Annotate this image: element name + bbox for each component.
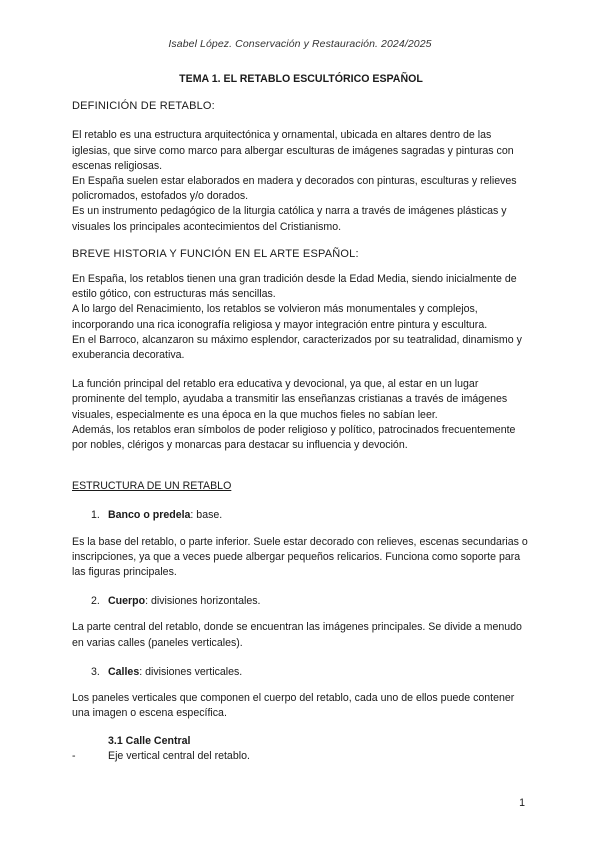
item-number: 1. (91, 509, 100, 522)
numbered-item (72, 665, 530, 680)
dash-item-text: Eje vertical central del retablo. (108, 749, 250, 762)
item-number: 3. (91, 665, 100, 678)
paragraph: Los paneles verticales que componen el cuerpo del retablo, cada uno de ellos puede contener una imagen o escena específica. (72, 692, 515, 720)
item-term: Cuerpo (108, 595, 146, 608)
paragraph: Además, los retablos eran símbolos de poder religioso y político, patrocinados frecuentemente por nobles, clérigos y monarcas para destacar su influencia y devoción. (72, 423, 516, 452)
item-rest: : divisiones verticales. (139, 665, 243, 678)
paragraph: La función principal del retablo era educativa y devocional, ya que, al estar en un lugar prominente del templo, ayudaba a transmitir las enseñanzas cristianas a través de imágenes visuales, especialmente es una época en la que muchos fieles no sabían leer. (72, 378, 508, 421)
paragraph: Es la base del retablo, o parte inferior. Suele estar decorado con relieves, escenas secundarias o inscripciones, ya que a veces puede albergar pequeños relicarios. Funciona como soporte para las figuras principales. (72, 535, 528, 579)
numbered-item (72, 508, 530, 523)
subsection-heading: 3.1 Calle Central (108, 734, 191, 747)
item-rest: : divisiones horizontales. (145, 595, 261, 608)
dash-list-item (72, 749, 530, 764)
paragraph: En España suelen estar elaborados en madera y decorados con pinturas, esculturas y relieves policromados, estofados y/o dorados. (72, 175, 517, 203)
item-number: 2. (91, 595, 100, 608)
page-number: 1 (519, 797, 525, 809)
page-header: Isabel López. Conservación y Restauración. 2024/2025 (168, 38, 432, 50)
item-rest: : base. (190, 509, 223, 522)
paragraph: A lo largo del Renacimiento, los retablos se volvieron más monumentales y complejos, incorporando una rica iconografía religiosa y mayor integración entre pintura y escultura. (72, 303, 488, 331)
dash-marker: - (72, 749, 76, 762)
paragraph: Es un instrumento pedagógico de la liturgia católica y narra a través de imágenes plásticas y visuales los principales acontecimientos del Cristianismo. (72, 205, 507, 233)
section-heading-historia: BREVE HISTORIA Y FUNCIÓN EN EL ARTE ESPAÑOL: (72, 247, 359, 260)
section-heading-definicion: DEFINICIÓN DE RETABLO: (72, 100, 215, 113)
document-title: TEMA 1. EL RETABLO ESCULTÓRICO ESPAÑOL (179, 73, 423, 85)
item-term: Calles (108, 665, 140, 678)
paragraph: La parte central del retablo, donde se encuentran las imágenes principales. Se divide a menudo en varias calles (paneles verticales). (72, 621, 522, 649)
paragraph: El retablo es una estructura arquitectónica y ornamental, ubicada en altares dentro de las iglesias, que sirve como marco para albergar esculturas de imágenes sagradas y pinturas con escenas religiosas. (72, 129, 514, 172)
paragraph: En el Barroco, alcanzaron su máximo esplendor, caracterizados por su teatralidad, dinamismo y exuberancia decorativa. (72, 333, 522, 362)
document-body (72, 72, 530, 764)
item-term: Banco o predela (108, 509, 191, 522)
section-heading-estructura: ESTRUCTURA DE UN RETABLO (72, 480, 232, 493)
paragraph: En España, los retablos tienen una gran tradición desde la Edad Media, siendo inicialmente de estilo gótico, con estructuras más sencillas. (72, 273, 517, 301)
numbered-item (72, 594, 530, 609)
